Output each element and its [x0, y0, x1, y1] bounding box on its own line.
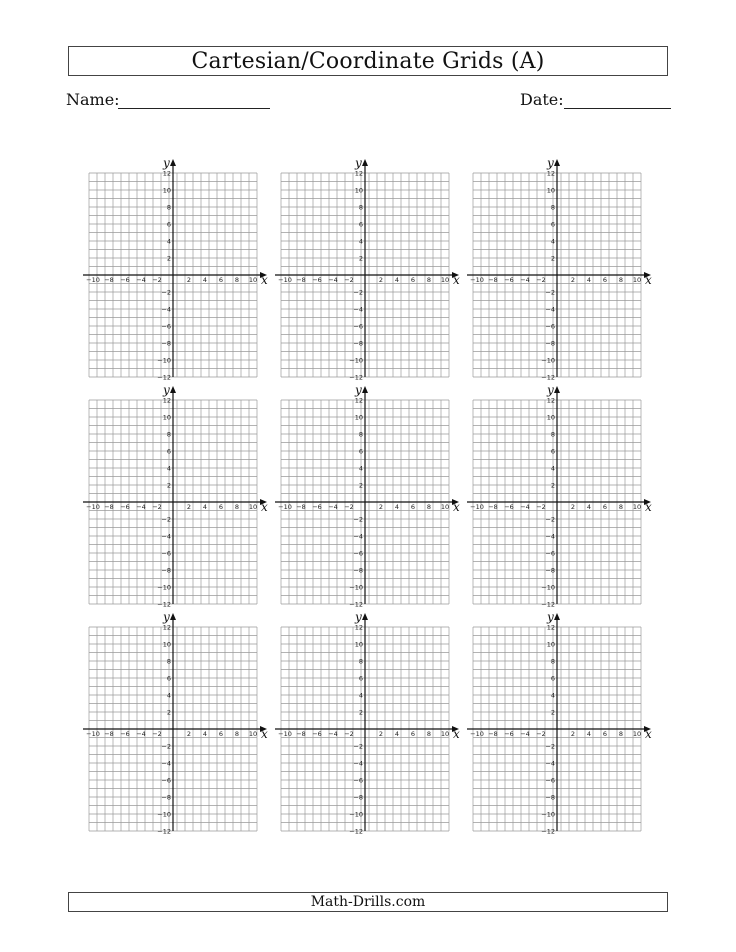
y-tick-label: 2 — [550, 481, 555, 490]
x-tick-label: 8 — [426, 503, 432, 511]
y-tick-label: −12 — [157, 373, 171, 382]
y-tick-label: 4 — [358, 464, 363, 473]
x-tick-label: −6 — [120, 503, 130, 511]
x-tick-label: 6 — [218, 730, 224, 738]
y-tick-label: 2 — [166, 481, 171, 490]
x-tick-label: 8 — [234, 503, 240, 511]
y-tick-label: 8 — [358, 430, 363, 439]
x-tick-label: 4 — [202, 730, 208, 738]
x-tick-label: 6 — [410, 503, 416, 511]
x-tick-label: −8 — [488, 503, 498, 511]
x-tick-label: −10 — [278, 276, 292, 284]
x-tick-label: −10 — [470, 730, 484, 738]
x-tick-label: −6 — [312, 503, 322, 511]
x-axis-label: x — [645, 727, 652, 741]
coordinate-grid — [275, 156, 460, 382]
y-axis-arrow-icon — [554, 386, 560, 393]
x-axis-label: x — [453, 500, 460, 514]
x-tick-label: −8 — [104, 276, 114, 284]
y-axis-label: y — [547, 383, 554, 397]
y-tick-label: 10 — [162, 413, 171, 422]
x-tick-label: 6 — [602, 276, 608, 284]
coordinate-grid — [467, 383, 652, 609]
y-axis-label: y — [163, 156, 170, 170]
y-tick-label: −4 — [353, 305, 363, 314]
y-tick-label: −10 — [349, 810, 363, 819]
x-tick-label: 8 — [426, 276, 432, 284]
coordinate-grid — [83, 610, 268, 836]
y-axis-arrow-icon — [170, 613, 176, 620]
x-tick-label: 8 — [426, 730, 432, 738]
y-tick-label: 10 — [354, 640, 363, 649]
y-tick-label: 10 — [546, 640, 555, 649]
y-tick-label: −6 — [545, 776, 555, 785]
coordinate-grid — [467, 610, 652, 836]
y-tick-label: −6 — [353, 776, 363, 785]
x-tick-label: −4 — [136, 730, 146, 738]
x-tick-label: 6 — [410, 730, 416, 738]
y-tick-label: 4 — [166, 691, 171, 700]
y-tick-label: −4 — [353, 532, 363, 541]
y-tick-label: 8 — [550, 430, 555, 439]
y-tick-label: 2 — [166, 708, 171, 717]
x-tick-label: −4 — [136, 503, 146, 511]
y-tick-label: 12 — [162, 396, 171, 405]
x-tick-label: 2 — [378, 503, 384, 511]
x-tick-label: 8 — [234, 276, 240, 284]
y-tick-label: 6 — [358, 447, 363, 456]
y-tick-label: −10 — [349, 356, 363, 365]
x-tick-label: −10 — [470, 503, 484, 511]
y-tick-label: −4 — [161, 759, 171, 768]
y-tick-label: −2 — [161, 515, 171, 524]
y-tick-label: 6 — [358, 674, 363, 683]
date-label: Date: — [520, 90, 564, 109]
x-tick-label: 10 — [632, 276, 642, 284]
x-tick-label: 4 — [202, 276, 208, 284]
y-tick-label: 2 — [166, 254, 171, 263]
x-tick-label: 2 — [378, 276, 384, 284]
y-tick-label: −6 — [161, 322, 171, 331]
x-tick-label: 6 — [410, 276, 416, 284]
x-tick-label: −6 — [504, 276, 514, 284]
y-tick-label: 12 — [162, 169, 171, 178]
x-tick-label: 10 — [248, 730, 258, 738]
y-tick-label: −4 — [161, 532, 171, 541]
y-tick-label: −8 — [161, 793, 171, 802]
x-tick-label: 8 — [618, 276, 624, 284]
y-tick-label: 8 — [550, 657, 555, 666]
x-tick-label: 4 — [394, 503, 400, 511]
y-tick-label: 6 — [550, 220, 555, 229]
x-tick-label: −4 — [328, 276, 338, 284]
y-tick-label: 2 — [358, 254, 363, 263]
y-tick-label: −10 — [157, 583, 171, 592]
y-tick-label: −2 — [545, 288, 555, 297]
x-tick-label: −10 — [86, 503, 100, 511]
x-tick-label: 10 — [248, 503, 258, 511]
x-axis-label: x — [261, 273, 268, 287]
x-tick-label: −4 — [520, 730, 530, 738]
y-axis-label: y — [163, 383, 170, 397]
y-tick-label: −8 — [353, 566, 363, 575]
y-tick-label: −6 — [545, 322, 555, 331]
y-tick-label: 8 — [166, 203, 171, 212]
y-tick-label: −12 — [157, 600, 171, 609]
y-tick-label: 10 — [354, 413, 363, 422]
y-tick-label: −10 — [349, 583, 363, 592]
x-axis-label: x — [645, 500, 652, 514]
y-tick-label: −2 — [545, 515, 555, 524]
x-tick-label: −10 — [86, 730, 100, 738]
x-tick-label: −2 — [152, 276, 162, 284]
y-tick-label: 12 — [546, 623, 555, 632]
y-tick-label: 6 — [166, 674, 171, 683]
y-tick-label: −4 — [545, 532, 555, 541]
x-tick-label: 4 — [202, 503, 208, 511]
x-tick-label: 6 — [602, 730, 608, 738]
y-tick-label: 8 — [358, 657, 363, 666]
footer-text: Math-Drills.com — [310, 894, 426, 910]
y-axis-label: y — [355, 610, 362, 624]
y-tick-label: 2 — [358, 481, 363, 490]
y-axis-arrow-icon — [170, 159, 176, 166]
y-tick-label: 12 — [354, 623, 363, 632]
y-axis-arrow-icon — [554, 613, 560, 620]
x-tick-label: −8 — [296, 730, 306, 738]
y-tick-label: 4 — [358, 237, 363, 246]
x-tick-label: 2 — [570, 276, 576, 284]
y-tick-label: 4 — [550, 691, 555, 700]
y-tick-label: −12 — [349, 373, 363, 382]
x-tick-label: 4 — [394, 730, 400, 738]
x-tick-label: 4 — [586, 730, 592, 738]
y-tick-label: 4 — [166, 237, 171, 246]
y-tick-label: 6 — [166, 220, 171, 229]
y-tick-label: 8 — [358, 203, 363, 212]
y-tick-label: −6 — [161, 549, 171, 558]
y-tick-label: −4 — [161, 305, 171, 314]
coordinate-grid — [83, 383, 268, 609]
x-tick-label: −8 — [488, 276, 498, 284]
y-tick-label: −6 — [353, 322, 363, 331]
x-axis-label: x — [261, 500, 268, 514]
x-tick-label: −4 — [136, 276, 146, 284]
x-tick-label: 6 — [602, 503, 608, 511]
footer — [68, 892, 668, 912]
y-tick-label: −8 — [545, 566, 555, 575]
x-tick-label: −2 — [536, 730, 546, 738]
y-tick-label: −4 — [545, 305, 555, 314]
y-tick-label: 10 — [354, 186, 363, 195]
title-text: Cartesian/Coordinate Grids (A) — [191, 48, 545, 74]
coordinate-grid — [83, 156, 268, 382]
y-tick-label: 10 — [162, 186, 171, 195]
x-tick-label: 2 — [186, 730, 192, 738]
y-tick-label: 2 — [550, 254, 555, 263]
x-tick-label: 10 — [632, 503, 642, 511]
y-tick-label: −4 — [545, 759, 555, 768]
y-tick-label: 10 — [546, 413, 555, 422]
y-tick-label: 12 — [546, 396, 555, 405]
x-tick-label: −2 — [152, 503, 162, 511]
x-tick-label: −2 — [536, 503, 546, 511]
x-tick-label: −4 — [328, 730, 338, 738]
x-tick-label: −6 — [312, 730, 322, 738]
x-tick-label: −2 — [152, 730, 162, 738]
y-tick-label: −6 — [353, 549, 363, 558]
x-tick-label: −8 — [488, 730, 498, 738]
x-tick-label: 2 — [570, 503, 576, 511]
y-tick-label: −8 — [545, 339, 555, 348]
y-tick-label: 4 — [358, 691, 363, 700]
y-tick-label: −10 — [541, 356, 555, 365]
x-tick-label: −8 — [296, 503, 306, 511]
y-tick-label: −10 — [157, 356, 171, 365]
y-tick-label: −12 — [541, 827, 555, 836]
x-tick-label: −8 — [104, 503, 114, 511]
x-tick-label: −2 — [344, 276, 354, 284]
x-tick-label: 2 — [570, 730, 576, 738]
y-tick-label: −2 — [353, 742, 363, 751]
x-axis-label: x — [645, 273, 652, 287]
coordinate-grid — [275, 383, 460, 609]
x-tick-label: −4 — [328, 503, 338, 511]
x-tick-label: 10 — [440, 730, 450, 738]
x-tick-label: −6 — [504, 730, 514, 738]
x-tick-label: −8 — [104, 730, 114, 738]
y-tick-label: −12 — [349, 827, 363, 836]
x-axis-label: x — [453, 273, 460, 287]
y-tick-label: 6 — [550, 674, 555, 683]
y-tick-label: 12 — [354, 169, 363, 178]
x-tick-label: −6 — [312, 276, 322, 284]
y-tick-label: 4 — [166, 464, 171, 473]
y-tick-label: −2 — [161, 742, 171, 751]
x-tick-label: −10 — [470, 276, 484, 284]
y-tick-label: −2 — [353, 288, 363, 297]
y-tick-label: −12 — [349, 600, 363, 609]
x-tick-label: −4 — [520, 503, 530, 511]
x-tick-label: −6 — [120, 730, 130, 738]
y-axis-label: y — [163, 610, 170, 624]
y-tick-label: −8 — [545, 793, 555, 802]
y-tick-label: −8 — [161, 566, 171, 575]
coordinate-grid — [275, 610, 460, 836]
y-tick-label: −12 — [541, 600, 555, 609]
y-tick-label: −6 — [161, 776, 171, 785]
y-axis-arrow-icon — [170, 386, 176, 393]
x-tick-label: 10 — [440, 276, 450, 284]
y-tick-label: −10 — [541, 583, 555, 592]
y-tick-label: −2 — [353, 515, 363, 524]
coordinate-grid — [467, 156, 652, 382]
y-tick-label: −8 — [353, 793, 363, 802]
x-tick-label: 10 — [440, 503, 450, 511]
x-tick-label: −10 — [86, 276, 100, 284]
y-tick-label: −10 — [157, 810, 171, 819]
x-tick-label: −8 — [296, 276, 306, 284]
y-tick-label: −8 — [161, 339, 171, 348]
y-tick-label: 8 — [166, 657, 171, 666]
x-tick-label: −10 — [278, 503, 292, 511]
y-tick-label: −2 — [161, 288, 171, 297]
x-tick-label: −2 — [536, 276, 546, 284]
x-tick-label: 8 — [618, 730, 624, 738]
y-tick-label: 12 — [162, 623, 171, 632]
y-axis-label: y — [547, 610, 554, 624]
x-tick-label: 4 — [586, 503, 592, 511]
y-axis-label: y — [355, 383, 362, 397]
y-axis-arrow-icon — [362, 159, 368, 166]
x-tick-label: 8 — [618, 503, 624, 511]
name-label: Name: — [66, 90, 120, 109]
x-axis-label: x — [453, 727, 460, 741]
x-tick-label: 10 — [248, 276, 258, 284]
y-tick-label: −6 — [545, 549, 555, 558]
y-tick-label: 4 — [550, 464, 555, 473]
y-tick-label: 6 — [358, 220, 363, 229]
y-tick-label: 6 — [550, 447, 555, 456]
x-tick-label: 4 — [394, 276, 400, 284]
x-tick-label: 2 — [186, 276, 192, 284]
x-axis-label: x — [261, 727, 268, 741]
y-tick-label: 10 — [546, 186, 555, 195]
y-tick-label: 10 — [162, 640, 171, 649]
x-tick-label: −2 — [344, 730, 354, 738]
y-axis-arrow-icon — [362, 613, 368, 620]
y-tick-label: 12 — [546, 169, 555, 178]
x-tick-label: 6 — [218, 503, 224, 511]
y-tick-label: −4 — [353, 759, 363, 768]
y-tick-label: 12 — [354, 396, 363, 405]
x-tick-label: 4 — [586, 276, 592, 284]
x-tick-label: −6 — [504, 503, 514, 511]
y-tick-label: −10 — [541, 810, 555, 819]
x-tick-label: −6 — [120, 276, 130, 284]
y-axis-label: y — [547, 156, 554, 170]
y-tick-label: 8 — [550, 203, 555, 212]
y-tick-label: 4 — [550, 237, 555, 246]
y-tick-label: −12 — [541, 373, 555, 382]
y-axis-label: y — [355, 156, 362, 170]
x-tick-label: 8 — [234, 730, 240, 738]
y-tick-label: −12 — [157, 827, 171, 836]
y-tick-label: 6 — [166, 447, 171, 456]
x-tick-label: −2 — [344, 503, 354, 511]
y-axis-arrow-icon — [554, 159, 560, 166]
y-tick-label: 2 — [550, 708, 555, 717]
y-tick-label: −8 — [353, 339, 363, 348]
x-tick-label: 2 — [186, 503, 192, 511]
x-tick-label: 6 — [218, 276, 224, 284]
y-axis-arrow-icon — [362, 386, 368, 393]
x-tick-label: −10 — [278, 730, 292, 738]
x-tick-label: 10 — [632, 730, 642, 738]
x-tick-label: 2 — [378, 730, 384, 738]
x-tick-label: −4 — [520, 276, 530, 284]
y-tick-label: 2 — [358, 708, 363, 717]
y-tick-label: −2 — [545, 742, 555, 751]
y-tick-label: 8 — [166, 430, 171, 439]
